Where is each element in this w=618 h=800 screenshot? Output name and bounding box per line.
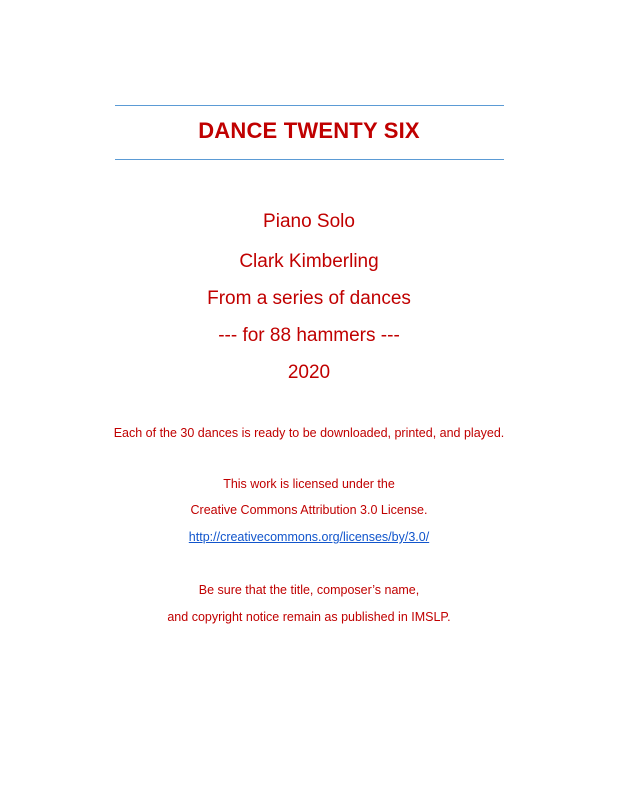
- download-note: Each of the 30 dances is ready to be downloaded, printed, and played.: [113, 426, 505, 440]
- license-link-row: [0, 530, 618, 544]
- license-line-1: This work is licensed under the: [223, 477, 395, 491]
- notice-line-2: and copyright notice remain as published in IMSLP.: [167, 610, 451, 624]
- series-name: From a series of dances: [207, 288, 411, 309]
- bottom-rule: [115, 159, 504, 160]
- notice-line-1: Be sure that the title, composer’s name,: [198, 583, 420, 597]
- instrumentation: Piano Solo: [263, 211, 355, 232]
- license-link[interactable]: http://creativecommons.org/licenses/by/3.0/: [188, 530, 430, 544]
- year: 2020: [287, 362, 331, 383]
- composer-name: Clark Kimberling: [239, 251, 379, 272]
- license-line-2: Creative Commons Attribution 3.0 License.: [190, 503, 428, 517]
- top-rule: [115, 105, 504, 106]
- page-title: DANCE TWENTY SIX: [198, 118, 420, 143]
- series-subtitle: --- for 88 hammers ---: [218, 325, 400, 346]
